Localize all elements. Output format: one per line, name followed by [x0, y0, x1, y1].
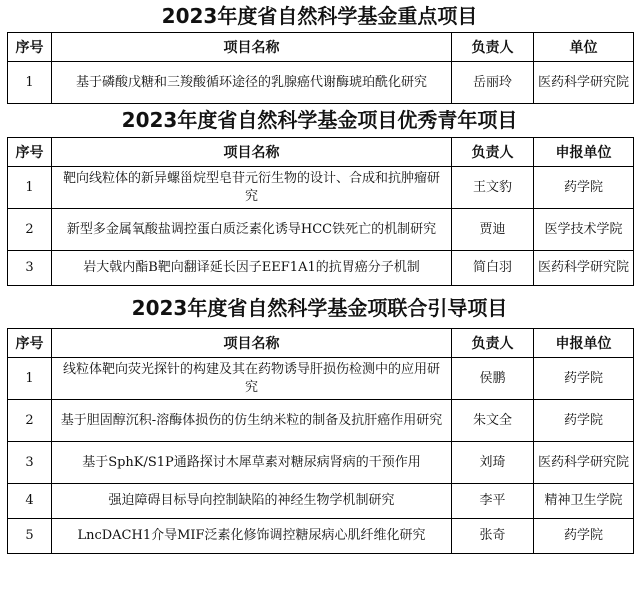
- row-leader: 贾迪: [452, 209, 534, 251]
- row-leader: 李平: [452, 484, 534, 519]
- header-no: 序号: [8, 329, 52, 358]
- table-header-row: [8, 329, 634, 358]
- row-project-name: 靶向线粒体的新异螺甾烷型皂苷元衍生物的设计、合成和抗肿瘤研究: [52, 167, 452, 209]
- header-project-name: 项目名称: [52, 33, 452, 62]
- row-leader: 岳丽玲: [452, 62, 534, 104]
- header-leader: 负责人: [452, 33, 534, 62]
- row-unit: 药学院: [534, 358, 634, 400]
- row-no: 2: [8, 209, 52, 251]
- row-no: 3: [8, 251, 52, 286]
- row-unit: 医药科学研究院: [534, 62, 634, 104]
- row-project-name: 基于胆固醇沉积-溶酶体损伤的仿生纳米粒的制备及抗肝癌作用研究: [52, 400, 452, 442]
- joint-guidance-table: [7, 328, 634, 554]
- table-row: [8, 442, 634, 484]
- row-no: 3: [8, 442, 52, 484]
- row-unit: 医药科学研究院: [534, 442, 634, 484]
- row-project-name: 岩大戟内酯B靶向翻译延长因子EEF1A1的抗胃癌分子机制: [52, 251, 452, 286]
- row-unit: 药学院: [534, 400, 634, 442]
- row-leader: 简白羽: [452, 251, 534, 286]
- row-unit: 医药科学研究院: [534, 251, 634, 286]
- table-header-row: [8, 138, 634, 167]
- row-no: 2: [8, 400, 52, 442]
- header-leader: 负责人: [452, 138, 534, 167]
- row-unit: 医学技术学院: [534, 209, 634, 251]
- table-row: [8, 484, 634, 519]
- table-row: [8, 167, 634, 209]
- row-leader: 朱文全: [452, 400, 534, 442]
- row-project-name: 基于SphK/S1P通路探讨木犀草素对糖尿病肾病的干预作用: [52, 442, 452, 484]
- table-row: [8, 62, 634, 104]
- header-no: 序号: [8, 33, 52, 62]
- row-project-name: 线粒体靶向荧光探针的构建及其在药物诱导肝损伤检测中的应用研究: [52, 358, 452, 400]
- table-row: [8, 519, 634, 554]
- row-no: 4: [8, 484, 52, 519]
- row-no: 1: [8, 358, 52, 400]
- row-leader: 张奇: [452, 519, 534, 554]
- row-leader: 刘琦: [452, 442, 534, 484]
- header-no: 序号: [8, 138, 52, 167]
- header-unit: 申报单位: [534, 138, 634, 167]
- section-title-outstanding-youth: 2023年度省自然科学基金项目优秀青年项目: [121, 108, 518, 132]
- row-project-name: LncDACH1介导MIF泛素化修饰调控糖尿病心肌纤维化研究: [52, 519, 452, 554]
- row-no: 5: [8, 519, 52, 554]
- table-row: [8, 209, 634, 251]
- row-leader: 王文豹: [452, 167, 534, 209]
- outstanding-youth-table: [7, 137, 634, 286]
- header-unit: 单位: [534, 33, 634, 62]
- table-row: [8, 400, 634, 442]
- header-unit: 申报单位: [534, 329, 634, 358]
- header-project-name: 项目名称: [52, 138, 452, 167]
- row-project-name: 强迫障碍目标导向控制缺陷的神经生物学机制研究: [52, 484, 452, 519]
- section-title-joint-guidance: 2023年度省自然科学基金项联合引导项目: [131, 296, 508, 320]
- table-row: [8, 358, 634, 400]
- row-no: 1: [8, 62, 52, 104]
- row-no: 1: [8, 167, 52, 209]
- table-header-row: [8, 33, 634, 62]
- row-project-name: 新型多金属氧酸盐调控蛋白质泛素化诱导HCC铁死亡的机制研究: [52, 209, 452, 251]
- row-unit: 药学院: [534, 167, 634, 209]
- table-row: [8, 251, 634, 286]
- section-title-key-projects: 2023年度省自然科学基金重点项目: [161, 4, 478, 28]
- row-leader: 侯鹏: [452, 358, 534, 400]
- row-unit: 药学院: [534, 519, 634, 554]
- header-leader: 负责人: [452, 329, 534, 358]
- row-project-name: 基于磷酸戊糖和三羧酸循环途径的乳腺癌代谢酶琥珀酰化研究: [52, 62, 452, 104]
- header-project-name: 项目名称: [52, 329, 452, 358]
- key-projects-table: [7, 32, 634, 104]
- row-unit: 精神卫生学院: [534, 484, 634, 519]
